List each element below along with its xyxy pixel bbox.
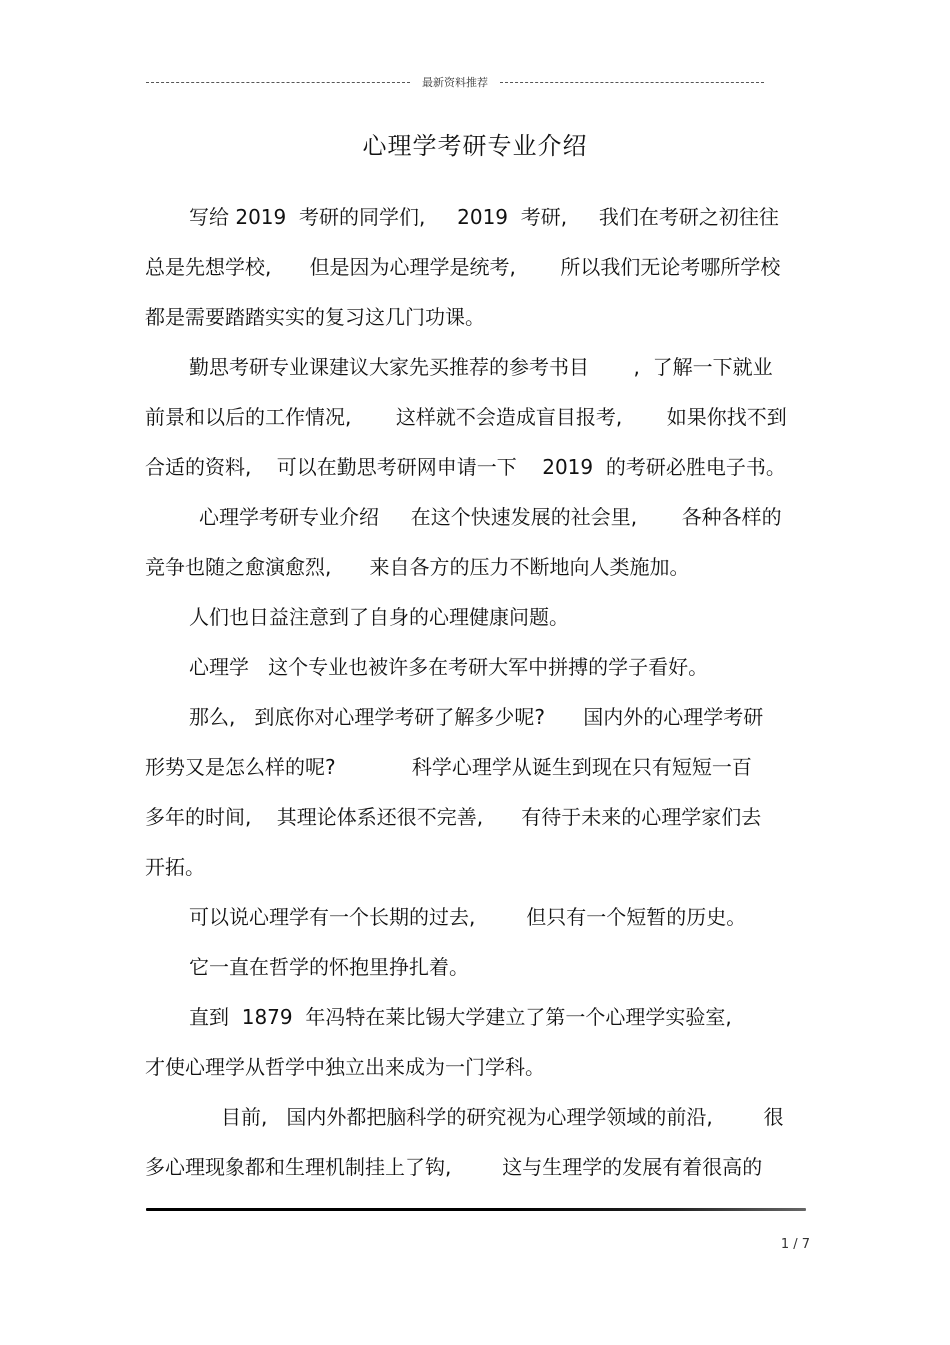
body-line: 合适的资料, 可以在勤思考研网申请一下 2019 的考研必胜电子书。 [145, 455, 786, 479]
body-line: 写给 2019 考研的同学们, 2019 考研, 我们在考研之初往往 [189, 205, 779, 229]
body-line: 都是需要踏踏实实的复习这几门功课。 [145, 305, 485, 329]
footer-rule [146, 1208, 806, 1211]
body-line: 直到 1879 年冯特在莱比锡大学建立了第一个心理学实验室, [189, 1005, 732, 1029]
body-line: 它一直在哲学的怀抱里挣扎着。 [189, 955, 469, 979]
body-line: 总是先想学校, 但是因为心理学是统考, 所以我们无论考哪所学校 [145, 255, 781, 279]
body-line: 多年的时间, 其理论体系还很不完善, 有待于未来的心理学家们去 [145, 805, 762, 829]
document-body [145, 192, 810, 1192]
body-line: 人们也日益注意到了自身的心理健康问题。 [189, 605, 569, 629]
page-header [146, 72, 764, 92]
body-line: 竞争也随之愈演愈烈, 来自各方的压力不断地向人类施加。 [145, 555, 690, 579]
body-line: 可以说心理学有一个长期的过去, 但只有一个短暂的历史。 [189, 905, 747, 929]
body-line: 才使心理学从哲学中独立出来成为一门学科。 [145, 1055, 545, 1079]
body-line: 那么, 到底你对心理学考研了解多少呢? 国内外的心理学考研 [189, 705, 764, 729]
body-line: 心理学考研专业介绍 在这个快速发展的社会里, 各种各样的 [199, 505, 782, 529]
body-line: 开拓。 [145, 855, 205, 879]
document-title: 心理学考研专业介绍 [362, 132, 588, 160]
body-line: 勤思考研专业课建议大家先买推荐的参考书目 , 了解一下就业 [189, 355, 773, 379]
header-dashed-line-right [500, 82, 764, 83]
body-line: 形势又是怎么样的呢? 科学心理学从诞生到现在只有短短一百 [145, 755, 752, 779]
body-line: 多心理现象都和生理机制挂上了钩, 这与生理学的发展有着很高的 [145, 1155, 763, 1179]
body-line: 目前, 国内外都把脑科学的研究视为心理学领域的前沿, 很 [221, 1105, 784, 1129]
page-number: 1 / 7 [780, 1237, 810, 1252]
body-line: 前景和以后的工作情况, 这样就不会造成盲目报考, 如果你找不到 [145, 405, 787, 429]
header-label: 最新资料推荐 [422, 76, 488, 89]
header-dashed-line-left [146, 82, 410, 83]
body-line: 心理学 这个专业也被许多在考研大军中拼搏的学子看好。 [189, 655, 709, 679]
